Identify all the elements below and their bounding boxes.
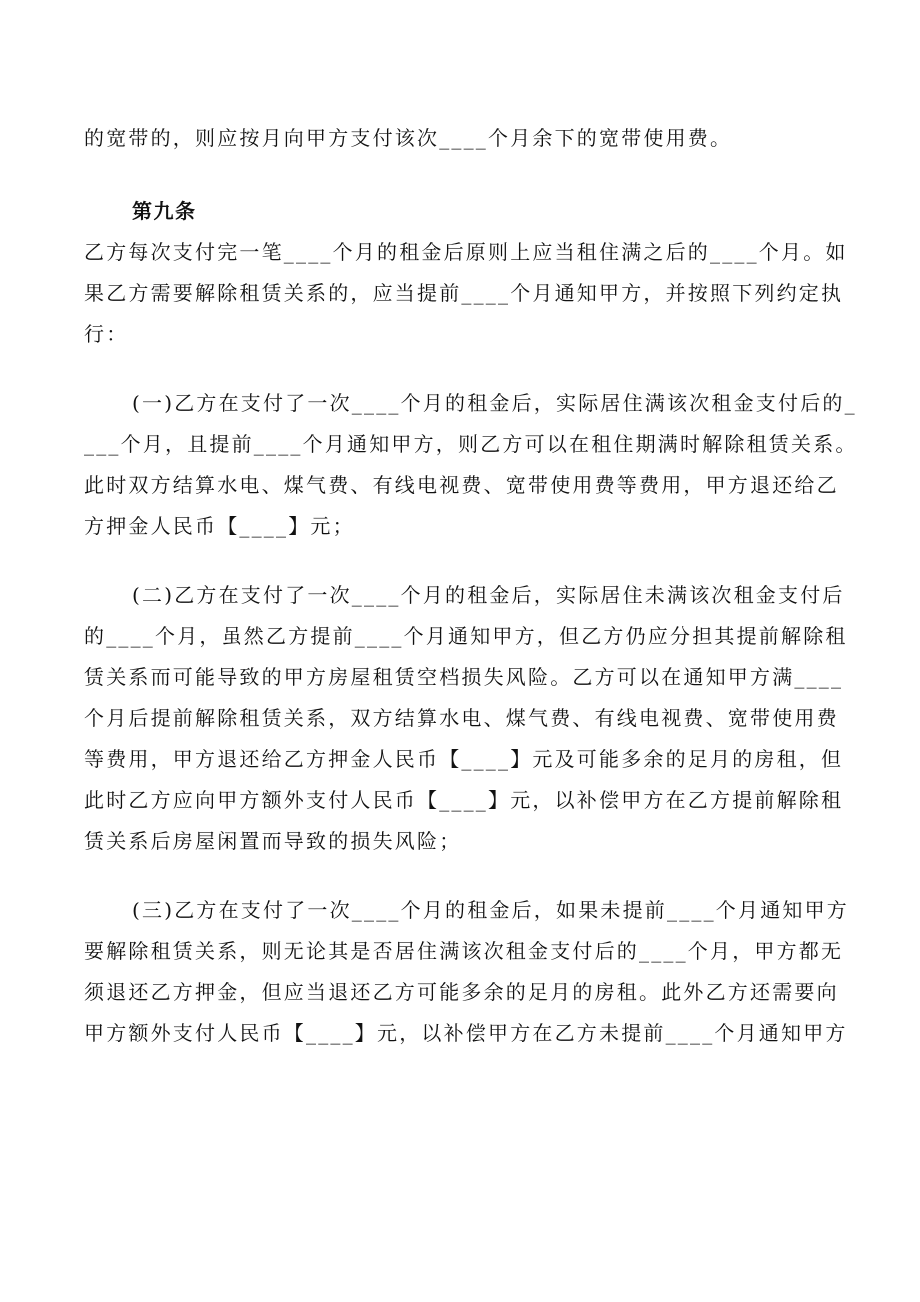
paragraph-line: 行： [84, 322, 129, 346]
paragraph-line: 此时双方结算水电、煤气费、有线电视费、宽带使用费等费用，甲方退还给乙 [84, 473, 839, 497]
clause-1 [84, 383, 858, 547]
paragraph-line: (一)乙方在支付了一次____个月的租金后，实际居住满该次租金支付后的_ [132, 391, 857, 415]
paragraph-line: 方押金人民币【____】元； [84, 514, 355, 538]
paragraph-line: 甲方额外支付人民币【____】元，以补偿甲方在乙方未提前____个月通知甲方 [84, 1021, 848, 1045]
paragraph-line: (三)乙方在支付了一次____个月的租金后，如果未提前____个月通知甲方 [132, 898, 850, 922]
paragraph-line: (二)乙方在支付了一次____个月的租金后，实际居住未满该次租金支付后 [132, 583, 845, 607]
top-paragraph [84, 118, 824, 159]
article-intro [84, 232, 848, 355]
paragraph-line: 乙方每次支付完一笔____个月的租金后原则上应当租住满之后的____个月。如 [84, 240, 848, 264]
document-body [84, 118, 858, 1054]
clause-3 [84, 890, 850, 1054]
paragraph-line: 要解除租赁关系，则无论其是否居住满该次租金支付后的____个月，甲方都无 [84, 939, 844, 963]
clause-2 [84, 575, 848, 862]
paragraph-line: 此时乙方应向甲方额外支付人民币【____】元，以补偿甲方在乙方提前解除租 [84, 788, 844, 812]
paragraph-line: 个月后提前解除租赁关系，双方结算水电、煤气费、有线电视费、宽带使用费 [84, 706, 839, 730]
paragraph-line: 赁关系后房屋闲置而导致的损失风险； [84, 829, 462, 853]
paragraph-line: 等费用，甲方退还给乙方押金人民币【____】元及可能多余的足月的房租，但 [84, 747, 844, 771]
paragraph-line: 果乙方需要解除租赁关系的，应当提前____个月通知甲方，并按照下列约定执 [84, 281, 844, 305]
paragraph-line: 的宽带的，则应按月向甲方支付该次____个月余下的宽带使用费。 [84, 126, 733, 150]
paragraph-line: 的____个月，虽然乙方提前____个月通知甲方，但乙方仍应分担其提前解除租 [84, 624, 848, 648]
paragraph-line: 赁关系而可能导致的甲方房屋租赁空档损失风险。乙方可以在通知甲方满____ [84, 665, 844, 689]
article-heading: 第九条 [132, 199, 197, 223]
paragraph-line: 须退还乙方押金，但应当退还乙方可能多余的足月的房租。此外乙方还需要向 [84, 980, 839, 1004]
paragraph-line: ___个月，且提前____个月通知甲方，则乙方可以在租住期满时解除租赁关系。 [84, 432, 858, 456]
